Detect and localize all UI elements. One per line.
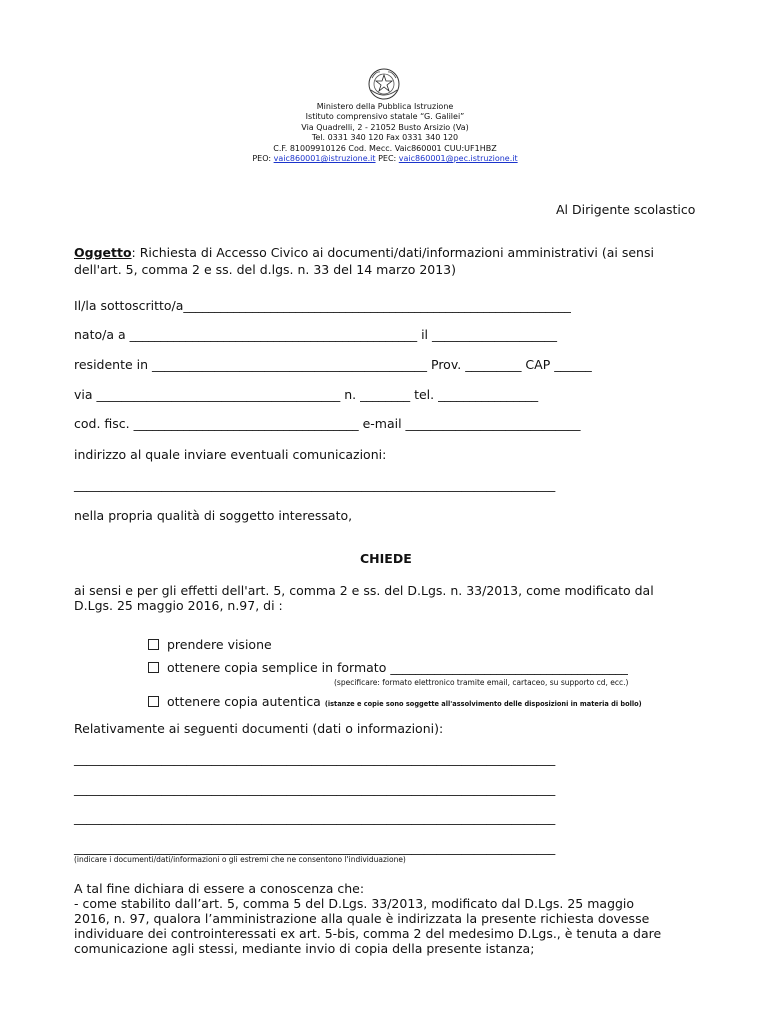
- pec-label: PEC:: [378, 154, 397, 164]
- option-view[interactable]: [148, 637, 272, 652]
- documents-label: Relativamente ai seguenti documenti (dati o informazioni):: [74, 721, 444, 736]
- option-certified-copy-label: ottenere copia autentica: [167, 694, 321, 709]
- address-field[interactable]: _____________________________________________________________________________: [74, 477, 556, 492]
- undersigned-field[interactable]: Il/la sottoscritto/a______________________________________________________________: [74, 298, 571, 313]
- republic-emblem-icon: [366, 66, 402, 102]
- declaration-line-2: - come stabilito dall’art. 5, comma 5 del D.Lgs. 33/2013, modificato dal D.Lgs. 25 maggio: [74, 896, 635, 911]
- subject-line-2: dell'art. 5, comma 2 e ss. del d.lgs. n. 33 del 14 marzo 2013): [74, 262, 457, 277]
- option-certified-copy[interactable]: [148, 694, 642, 709]
- format-note: (specificare: formato elettronico tramite email, cartaceo, su supporto cd, ecc.): [334, 678, 629, 687]
- declaration-line-4: individuare dei controinteressati ex art. 5-bis, comma 2 del medesimo D.Lgs., è tenuta a dare: [74, 926, 662, 941]
- documents-line-2[interactable]: _____________________________________________________________________________: [74, 781, 556, 796]
- certified-copy-checkbox[interactable]: [148, 696, 159, 707]
- view-checkbox[interactable]: [148, 639, 159, 650]
- institute-phone: Tel. 0331 340 120 Fax 0331 340 120: [311, 133, 459, 143]
- pec-email-link[interactable]: vaic860001@pec.istruzione.it: [398, 154, 518, 164]
- capacity-text: nella propria qualità di soggetto interessato,: [74, 508, 353, 523]
- subject-line-1: [74, 245, 654, 260]
- recipient: Al Dirigente scolastico: [556, 202, 696, 217]
- birth-field[interactable]: nato/a a ______________________________________________ il ____________________: [74, 327, 558, 342]
- option-simple-copy-label: ottenere copia semplice in formato ______________________________________: [167, 660, 628, 675]
- documents-line-1[interactable]: _____________________________________________________________________________: [74, 751, 556, 766]
- request-intro-2: D.Lgs. 25 maggio 2016, n.97, di :: [74, 598, 283, 613]
- institute-emails: [230, 154, 540, 164]
- school-letterhead: [230, 102, 540, 164]
- declaration-line-5: comunicazione agli stessi, mediante invio di copia della presente istanza;: [74, 941, 535, 956]
- simple-copy-checkbox[interactable]: [148, 662, 159, 673]
- subject-text-1: : Richiesta di Accesso Civico ai documenti/dati/informazioni amministrativi (ai sensi: [131, 245, 654, 260]
- residence-field[interactable]: residente in ____________________________________________ Prov. _________ CAP ______: [74, 357, 592, 372]
- institute-name: Istituto comprensivo statale “G. Galilei”: [305, 112, 465, 122]
- declaration-line-1: A tal fine dichiara di essere a conoscenza che:: [74, 881, 365, 896]
- declaration-line-3: 2016, n. 97, qualora l’amministrazione alla quale è indirizzata la presente richiesta dovesse: [74, 911, 650, 926]
- peo-email-link[interactable]: vaic860001@istruzione.it: [273, 154, 376, 164]
- address-prompt: indirizzo al quale inviare eventuali comunicazioni:: [74, 447, 387, 462]
- street-field[interactable]: via _______________________________________ n. ________ tel. ________________: [74, 387, 539, 402]
- institute-address: Via Quadrelli, 2 - 21052 Busto Arsizio (Va): [301, 122, 469, 132]
- option-simple-copy[interactable]: [148, 660, 628, 675]
- stamp-duty-note: (istanze e copie sono soggette all'assolvimento delle disposizioni in materia di bollo): [324, 700, 642, 708]
- option-view-label: prendere visione: [167, 637, 272, 652]
- ministry-name: Ministero della Pubblica Istruzione: [316, 102, 454, 111]
- request-intro-1: ai sensi e per gli effetti dell'art. 5, comma 2 e ss. del D.Lgs. n. 33/2013, come modificato dal: [74, 583, 654, 598]
- institute-codes: C.F. 81009910126 Cod. Mecc. Vaic860001 CUU:UF1HBZ: [273, 143, 497, 153]
- request-title: CHIEDE: [360, 551, 412, 566]
- documents-line-4[interactable]: _____________________________________________________________________________: [74, 840, 556, 855]
- documents-line-3[interactable]: _____________________________________________________________________________: [74, 810, 556, 825]
- subject-label: Oggetto: [74, 245, 132, 260]
- documents-note: (indicare i documenti/dati/informazioni o gli estremi che ne consentono l'individuazione): [74, 855, 406, 864]
- peo-label: PEO:: [252, 154, 272, 164]
- taxcode-email-field[interactable]: cod. fisc. ____________________________________ e-mail ____________________________: [74, 416, 581, 431]
